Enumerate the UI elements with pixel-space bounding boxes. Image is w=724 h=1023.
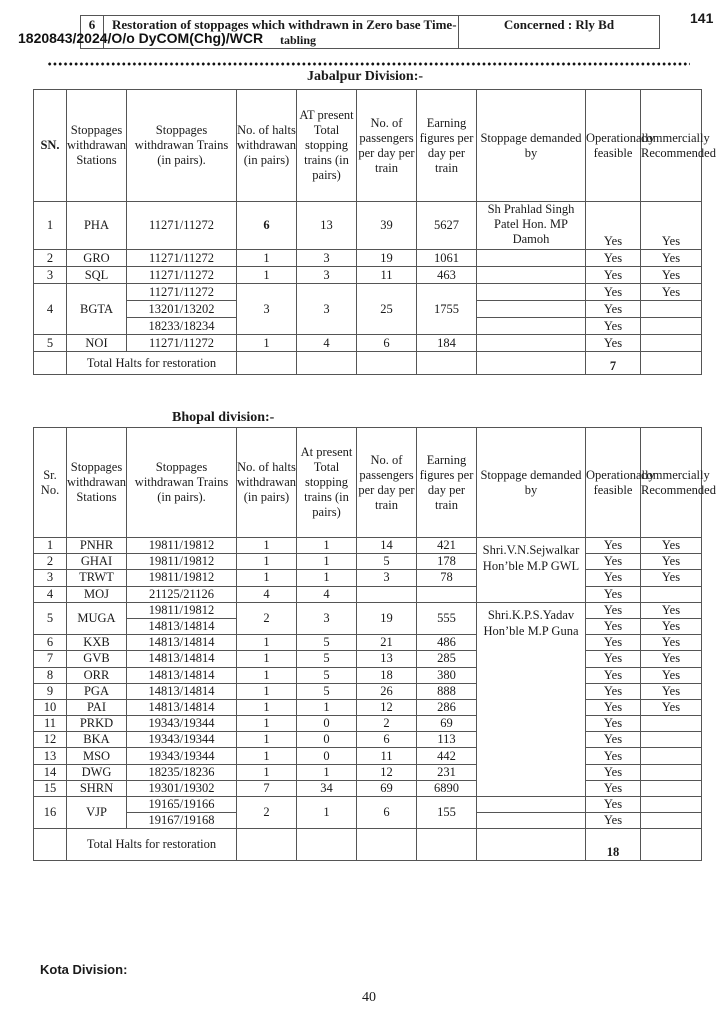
cell-earning: 555	[417, 602, 477, 634]
table-row	[34, 250, 702, 267]
table-row	[34, 716, 702, 732]
total-value: 18	[586, 829, 641, 861]
cell-passengers: 11	[357, 748, 417, 764]
cell-commercial: Yes	[641, 618, 702, 634]
col-operational: Operationally feasible	[586, 90, 641, 202]
cell-present: 34	[297, 780, 357, 796]
cell-present: 13	[297, 202, 357, 250]
cell-halts: 1	[237, 538, 297, 554]
table-row	[34, 635, 702, 651]
cell-passengers: 18	[357, 667, 417, 683]
table-header-row	[34, 90, 702, 202]
cell-earning: 113	[417, 732, 477, 748]
cell-operational: Yes	[586, 667, 641, 683]
total-label: Total Halts for restoration	[67, 829, 237, 861]
table-row	[34, 780, 702, 796]
col-station: Stoppages withdrawan Stations	[67, 90, 127, 202]
col-sn: Sr. No.	[34, 428, 67, 538]
cell-sn: 11	[34, 716, 67, 732]
cell-operational: Yes	[586, 635, 641, 651]
cell-earning: 286	[417, 699, 477, 715]
table-row	[34, 335, 702, 352]
col-trains: Stoppages withdrawan Trains (in pairs).	[127, 428, 237, 538]
cell-station: BGTA	[67, 284, 127, 335]
table-row	[34, 764, 702, 780]
cell-passengers: 12	[357, 699, 417, 715]
cell-commercial: Yes	[641, 651, 702, 667]
cell-present: 1	[297, 797, 357, 829]
cell-commercial	[641, 813, 702, 829]
cell-empty	[297, 352, 357, 375]
col-demanded-by: Stoppage demanded by	[477, 90, 586, 202]
cell-operational: Yes	[586, 602, 641, 618]
cell-commercial: Yes	[641, 267, 702, 284]
cell-commercial: Yes	[641, 635, 702, 651]
cell-sn: 5	[34, 335, 67, 352]
cell-train: 13201/13202	[127, 301, 237, 318]
cell-commercial	[641, 335, 702, 352]
cell-empty	[417, 829, 477, 861]
cell-train: 19343/19344	[127, 716, 237, 732]
total-row	[34, 829, 702, 861]
cell-passengers	[357, 586, 417, 602]
cell-sn: 13	[34, 748, 67, 764]
cell-operational: Yes	[586, 301, 641, 318]
cell-passengers: 21	[357, 635, 417, 651]
cell-operational: Yes	[586, 797, 641, 813]
cell-halts: 3	[237, 284, 297, 335]
cell-station: SQL	[67, 267, 127, 284]
cell-station: GRO	[67, 250, 127, 267]
cell-station: ORR	[67, 667, 127, 683]
cell-operational: Yes	[586, 716, 641, 732]
table-row	[34, 538, 702, 554]
cell-sn: 4	[34, 586, 67, 602]
table-row	[34, 602, 702, 618]
cell-halts: 1	[237, 667, 297, 683]
cell-operational: Yes	[586, 318, 641, 335]
col-sn: SN.	[34, 90, 67, 202]
cell-halts: 1	[237, 570, 297, 586]
cell-commercial	[641, 716, 702, 732]
cell-operational: Yes	[586, 748, 641, 764]
cell-halts: 1	[237, 716, 297, 732]
cell-station: PRKD	[67, 716, 127, 732]
cell-sn: 9	[34, 683, 67, 699]
cell-sn: 3	[34, 267, 67, 284]
cell-operational: Yes	[586, 618, 641, 634]
cell-passengers: 2	[357, 716, 417, 732]
cell-present: 5	[297, 651, 357, 667]
dotted-separator	[47, 62, 690, 66]
cell-present: 1	[297, 764, 357, 780]
cell-sn: 14	[34, 764, 67, 780]
cell-station: BKA	[67, 732, 127, 748]
col-halts: No. of halts withdrawan (in pairs)	[237, 428, 297, 538]
cell-demanded-by	[477, 284, 586, 301]
cell-station: VJP	[67, 797, 127, 829]
jabalpur-table	[33, 89, 716, 375]
cell-passengers: 3	[357, 570, 417, 586]
cell-present: 1	[297, 538, 357, 554]
cell-train: 19811/19812	[127, 554, 237, 570]
col-present: AT present Total stopping trains (in pairs)	[297, 90, 357, 202]
cell-train: 18233/18234	[127, 318, 237, 335]
cell-demanded-by	[477, 267, 586, 284]
cell-station: PNHR	[67, 538, 127, 554]
cell-earning: 888	[417, 683, 477, 699]
subject-line-2: tabling	[280, 33, 317, 47]
cell-demanded-by: Shri.V.N.Sejwalkar Hon’ble M.P GWL	[477, 538, 586, 603]
cell-sn: 12	[34, 732, 67, 748]
cell-empty	[477, 829, 586, 861]
cell-earning: 155	[417, 797, 477, 829]
cell-sn: 2	[34, 250, 67, 267]
cell-sn: 15	[34, 780, 67, 796]
cell-demanded-by	[477, 335, 586, 352]
col-halts: No. of halts withdrawan (in pairs)	[237, 90, 297, 202]
cell-train: 14813/14814	[127, 699, 237, 715]
cell-present: 1	[297, 699, 357, 715]
cell-earning: 486	[417, 635, 477, 651]
cell-commercial	[641, 748, 702, 764]
cell-train: 11271/11272	[127, 267, 237, 284]
cell-train: 19811/19812	[127, 538, 237, 554]
cell-passengers: 14	[357, 538, 417, 554]
cell-halts: 2	[237, 797, 297, 829]
table-row	[34, 586, 702, 602]
cell-halts: 1	[237, 335, 297, 352]
cell-passengers: 6	[357, 335, 417, 352]
cell-station: SHRN	[67, 780, 127, 796]
cell-operational: Yes	[586, 651, 641, 667]
cell-train: 14813/14814	[127, 651, 237, 667]
cell-passengers: 12	[357, 764, 417, 780]
cell-train: 14813/14814	[127, 683, 237, 699]
table-row	[34, 667, 702, 683]
table-row	[34, 683, 702, 699]
cell-operational: Yes	[586, 683, 641, 699]
cell-earning: 178	[417, 554, 477, 570]
table-row	[34, 267, 702, 284]
cell-present: 3	[297, 284, 357, 335]
file-reference: 1820843/2024/O/o DyCOM(Chg)/WCR	[18, 30, 264, 46]
col-commercial: commercially Recommended	[641, 90, 702, 202]
cell-demanded-by	[477, 797, 586, 813]
cell-train: 14813/14814	[127, 618, 237, 634]
cell-earning: 1061	[417, 250, 477, 267]
cell-sn: 1	[34, 202, 67, 250]
cell-passengers: 13	[357, 651, 417, 667]
cell-halts: 1	[237, 764, 297, 780]
cell-earning: 69	[417, 716, 477, 732]
cell-sn: 5	[34, 602, 67, 634]
cell-passengers: 6	[357, 797, 417, 829]
table-row	[34, 699, 702, 715]
cell-train: 19811/19812	[127, 570, 237, 586]
cell-passengers: 11	[357, 267, 417, 284]
cell-halts: 1	[237, 683, 297, 699]
cell-earning: 463	[417, 267, 477, 284]
cell-operational: Yes	[586, 538, 641, 554]
table-row	[34, 748, 702, 764]
total-row	[34, 352, 702, 375]
cell-commercial	[641, 732, 702, 748]
cell-halts: 1	[237, 635, 297, 651]
bhopal-division-title: Bhopal division:-	[172, 410, 275, 425]
col-operational: Operationally feasible	[586, 428, 641, 538]
cell-commercial	[641, 764, 702, 780]
cell-commercial	[641, 797, 702, 813]
cell-passengers: 5	[357, 554, 417, 570]
table-row	[34, 797, 702, 813]
cell-present: 5	[297, 683, 357, 699]
cell-empty	[641, 352, 702, 375]
item-number: 6	[81, 16, 104, 48]
cell-halts: 1	[237, 699, 297, 715]
cell-halts: 1	[237, 732, 297, 748]
table-header-row	[34, 428, 702, 538]
cell-earning: 184	[417, 335, 477, 352]
cell-operational: Yes	[586, 780, 641, 796]
cell-train: 14813/14814	[127, 635, 237, 651]
cell-passengers: 69	[357, 780, 417, 796]
cell-present: 3	[297, 267, 357, 284]
concerned-label: Concerned : Rly Bd	[503, 17, 615, 32]
cell-demanded-by: Shri.K.P.S.Yadav Hon’ble M.P Guna	[477, 602, 586, 796]
cell-present: 5	[297, 635, 357, 651]
col-present: At present Total stopping trains (in pairs)	[297, 428, 357, 538]
cell-station: MUGA	[67, 602, 127, 634]
cell-commercial	[641, 586, 702, 602]
cell-operational: Yes	[586, 250, 641, 267]
cell-station: PGA	[67, 683, 127, 699]
cell-commercial	[641, 301, 702, 318]
cell-commercial: Yes	[641, 570, 702, 586]
cell-earning: 1755	[417, 284, 477, 335]
cell-train: 19165/19166	[127, 797, 237, 813]
cell-sn: 2	[34, 554, 67, 570]
cell-operational: Yes	[586, 202, 641, 250]
cell-commercial	[641, 780, 702, 796]
cell-halts: 1	[237, 651, 297, 667]
cell-present: 3	[297, 250, 357, 267]
col-demanded-by: Stoppage demanded by	[477, 428, 586, 538]
cell-sn: 3	[34, 570, 67, 586]
cell-empty	[297, 829, 357, 861]
cell-sn: 1	[34, 538, 67, 554]
cell-sn: 10	[34, 699, 67, 715]
cell-train: 11271/11272	[127, 335, 237, 352]
cell-operational: Yes	[586, 813, 641, 829]
table-row	[34, 570, 702, 586]
cell-passengers: 19	[357, 602, 417, 634]
cell-demanded-by: Sh Prahlad Singh Patel Hon. MP Damoh	[477, 202, 586, 250]
cell-operational: Yes	[586, 554, 641, 570]
cell-empty	[34, 829, 67, 861]
cell-train: 19343/19344	[127, 748, 237, 764]
cell-sn: 16	[34, 797, 67, 829]
cell-station: PHA	[67, 202, 127, 250]
jabalpur-division-title: Jabalpur Division:-	[307, 69, 424, 84]
cell-operational: Yes	[586, 586, 641, 602]
cell-commercial: Yes	[641, 538, 702, 554]
cell-station: NOI	[67, 335, 127, 352]
cell-operational: Yes	[586, 284, 641, 301]
cell-station: GHAI	[67, 554, 127, 570]
cell-train: 19343/19344	[127, 732, 237, 748]
cell-train: 11271/11272	[127, 202, 237, 250]
cell-empty	[237, 352, 297, 375]
table-row	[34, 732, 702, 748]
cell-empty	[34, 352, 67, 375]
cell-halts: 6	[237, 202, 297, 250]
cell-train: 18235/18236	[127, 764, 237, 780]
cell-present: 4	[297, 335, 357, 352]
cell-train: 11271/11272	[127, 250, 237, 267]
cell-empty	[641, 829, 702, 861]
cell-earning: 380	[417, 667, 477, 683]
cell-train: 11271/11272	[127, 284, 237, 301]
cell-passengers: 25	[357, 284, 417, 335]
cell-earning: 442	[417, 748, 477, 764]
cell-train: 19811/19812	[127, 602, 237, 618]
cell-commercial: Yes	[641, 202, 702, 250]
cell-commercial: Yes	[641, 250, 702, 267]
cell-present: 0	[297, 732, 357, 748]
cell-present: 4	[297, 586, 357, 602]
subject-line: Restoration of stoppages which withdrawn in Zero base Time-	[104, 16, 459, 48]
cell-commercial: Yes	[641, 667, 702, 683]
col-earning: Earning figures per day per train	[417, 90, 477, 202]
cell-halts: 1	[237, 250, 297, 267]
cell-halts: 1	[237, 748, 297, 764]
cell-earning	[417, 586, 477, 602]
cell-station: GVB	[67, 651, 127, 667]
cell-earning: 5627	[417, 202, 477, 250]
cell-train: 19167/19168	[127, 813, 237, 829]
cell-earning: 421	[417, 538, 477, 554]
cell-sn: 7	[34, 651, 67, 667]
col-passengers: No. of passengers per day per train	[357, 90, 417, 202]
cell-demanded-by	[477, 301, 586, 318]
cell-passengers: 39	[357, 202, 417, 250]
cell-station: MOJ	[67, 586, 127, 602]
col-commercial: commercially Recommended	[641, 428, 702, 538]
cell-empty	[357, 352, 417, 375]
cell-earning: 231	[417, 764, 477, 780]
cell-passengers: 6	[357, 732, 417, 748]
cell-halts: 1	[237, 267, 297, 284]
cell-earning: 285	[417, 651, 477, 667]
cell-operational: Yes	[586, 732, 641, 748]
cell-station: MSO	[67, 748, 127, 764]
cell-station: DWG	[67, 764, 127, 780]
cell-operational: Yes	[586, 267, 641, 284]
table-row	[34, 554, 702, 570]
cell-halts: 1	[237, 554, 297, 570]
cell-commercial: Yes	[641, 284, 702, 301]
cell-empty	[417, 352, 477, 375]
cell-train: 21125/21126	[127, 586, 237, 602]
cell-commercial: Yes	[641, 602, 702, 618]
cell-halts: 4	[237, 586, 297, 602]
cell-train: 19301/19302	[127, 780, 237, 796]
cell-station: PAI	[67, 699, 127, 715]
bhopal-table	[33, 427, 716, 861]
page-number: 40	[362, 990, 376, 1005]
table-row	[34, 202, 702, 250]
cell-operational: Yes	[586, 699, 641, 715]
col-station: Stoppages withdrawan Stations	[67, 428, 127, 538]
cell-operational: Yes	[586, 764, 641, 780]
col-passengers: No. of passengers per day per train	[357, 428, 417, 538]
cell-passengers: 26	[357, 683, 417, 699]
cell-train: 14813/14814	[127, 667, 237, 683]
cell-empty	[237, 829, 297, 861]
col-trains: Stoppages withdrawan Trains (in pairs).	[127, 90, 237, 202]
cell-present: 1	[297, 570, 357, 586]
col-earning: Earning figures per day per train	[417, 428, 477, 538]
cell-commercial: Yes	[641, 554, 702, 570]
cell-sn: 8	[34, 667, 67, 683]
total-value: 7	[586, 352, 641, 375]
cell-station: KXB	[67, 635, 127, 651]
cell-earning: 6890	[417, 780, 477, 796]
cell-halts: 2	[237, 602, 297, 634]
cell-commercial	[641, 318, 702, 335]
cell-earning: 78	[417, 570, 477, 586]
cell-demanded-by	[477, 250, 586, 267]
total-label: Total Halts for restoration	[67, 352, 237, 375]
cell-present: 0	[297, 748, 357, 764]
cell-empty	[477, 352, 586, 375]
cell-commercial: Yes	[641, 683, 702, 699]
kota-division-title: Kota Division:	[40, 962, 128, 977]
cell-halts: 7	[237, 780, 297, 796]
cell-operational: Yes	[586, 335, 641, 352]
page-stamp: 141	[690, 10, 714, 26]
cell-sn: 4	[34, 284, 67, 335]
cell-operational: Yes	[586, 570, 641, 586]
cell-present: 0	[297, 716, 357, 732]
cell-present: 3	[297, 602, 357, 634]
cell-demanded-by	[477, 813, 586, 829]
table-row	[34, 284, 702, 301]
cell-commercial: Yes	[641, 699, 702, 715]
cell-demanded-by	[477, 318, 586, 335]
table-row	[34, 651, 702, 667]
cell-present: 5	[297, 667, 357, 683]
cell-present: 1	[297, 554, 357, 570]
cell-station: TRWT	[67, 570, 127, 586]
cell-empty	[357, 829, 417, 861]
cell-passengers: 19	[357, 250, 417, 267]
cell-sn: 6	[34, 635, 67, 651]
